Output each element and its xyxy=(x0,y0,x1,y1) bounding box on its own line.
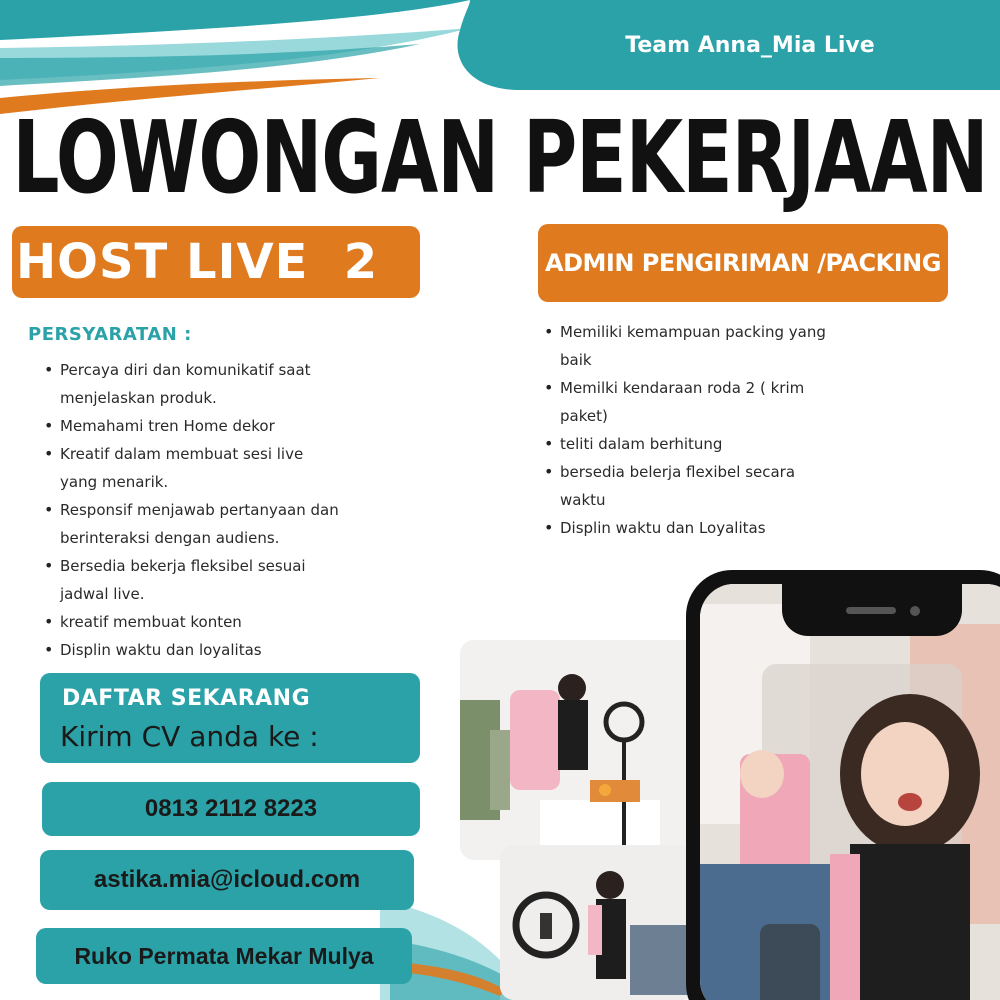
list-item-continuation: waktu xyxy=(560,491,606,509)
list-item: • teliti dalam berhitung xyxy=(546,430,846,458)
list-item: • Memiliki kemampuan packing yang xyxy=(546,318,846,346)
speaker-icon xyxy=(846,607,896,614)
admin-requirements-list xyxy=(546,318,846,542)
email-address[interactable]: astika.mia@icloud.com xyxy=(93,866,361,893)
list-item: • Responsif menjawab pertanyaan dan xyxy=(46,496,356,524)
host-live-title: HOST LIVE 2 xyxy=(16,234,379,290)
list-item: • Memilki kendaraan roda 2 ( krim xyxy=(546,374,846,402)
list-item: • Displin waktu dan Loyalitas xyxy=(546,514,846,542)
admin-packing-title: ADMIN PENGIRIMAN /PACKING xyxy=(545,249,941,277)
phone-number[interactable]: 0813 2112 8223 xyxy=(144,795,318,822)
list-item-continuation: paket) xyxy=(560,407,608,425)
send-cv-text: Kirim CV anda ke : xyxy=(60,720,319,753)
list-item: • bersedia belerja flexibel secara xyxy=(546,458,846,486)
apply-now-title: DAFTAR SEKARANG xyxy=(62,686,311,711)
host-requirements-list xyxy=(46,356,356,664)
list-item-continuation: berinteraksi dengan audiens. xyxy=(60,529,280,547)
requirements-heading: PERSYARATAN : xyxy=(28,324,192,345)
list-item-continuation: menjelaskan produk. xyxy=(60,389,217,407)
smartphone-screen xyxy=(700,584,1000,1000)
list-item: • kreatif membuat konten xyxy=(46,608,356,636)
headline: LOWONGAN PEKERJAAN xyxy=(12,100,988,217)
live-host-photo-rack xyxy=(460,640,696,860)
live-host-photo-ringlight xyxy=(500,845,696,1000)
team-label: Team Anna_Mia Live xyxy=(625,33,875,58)
list-item: • Kreatif dalam membuat sesi live xyxy=(46,440,356,468)
list-item: • Displin waktu dan loyalitas xyxy=(46,636,356,664)
list-item: • Memahami tren Home dekor xyxy=(46,412,356,440)
list-item-continuation: baik xyxy=(560,351,592,369)
camera-icon xyxy=(910,606,920,616)
list-item-continuation: yang menarik. xyxy=(60,473,169,491)
list-item: • Percaya diri dan komunikatif saat xyxy=(46,356,356,384)
list-item-continuation: jadwal live. xyxy=(60,585,145,603)
address-text: Ruko Permata Mekar Mulya xyxy=(74,943,374,969)
list-item: • Bersedia bekerja fleksibel sesuai xyxy=(46,552,356,580)
